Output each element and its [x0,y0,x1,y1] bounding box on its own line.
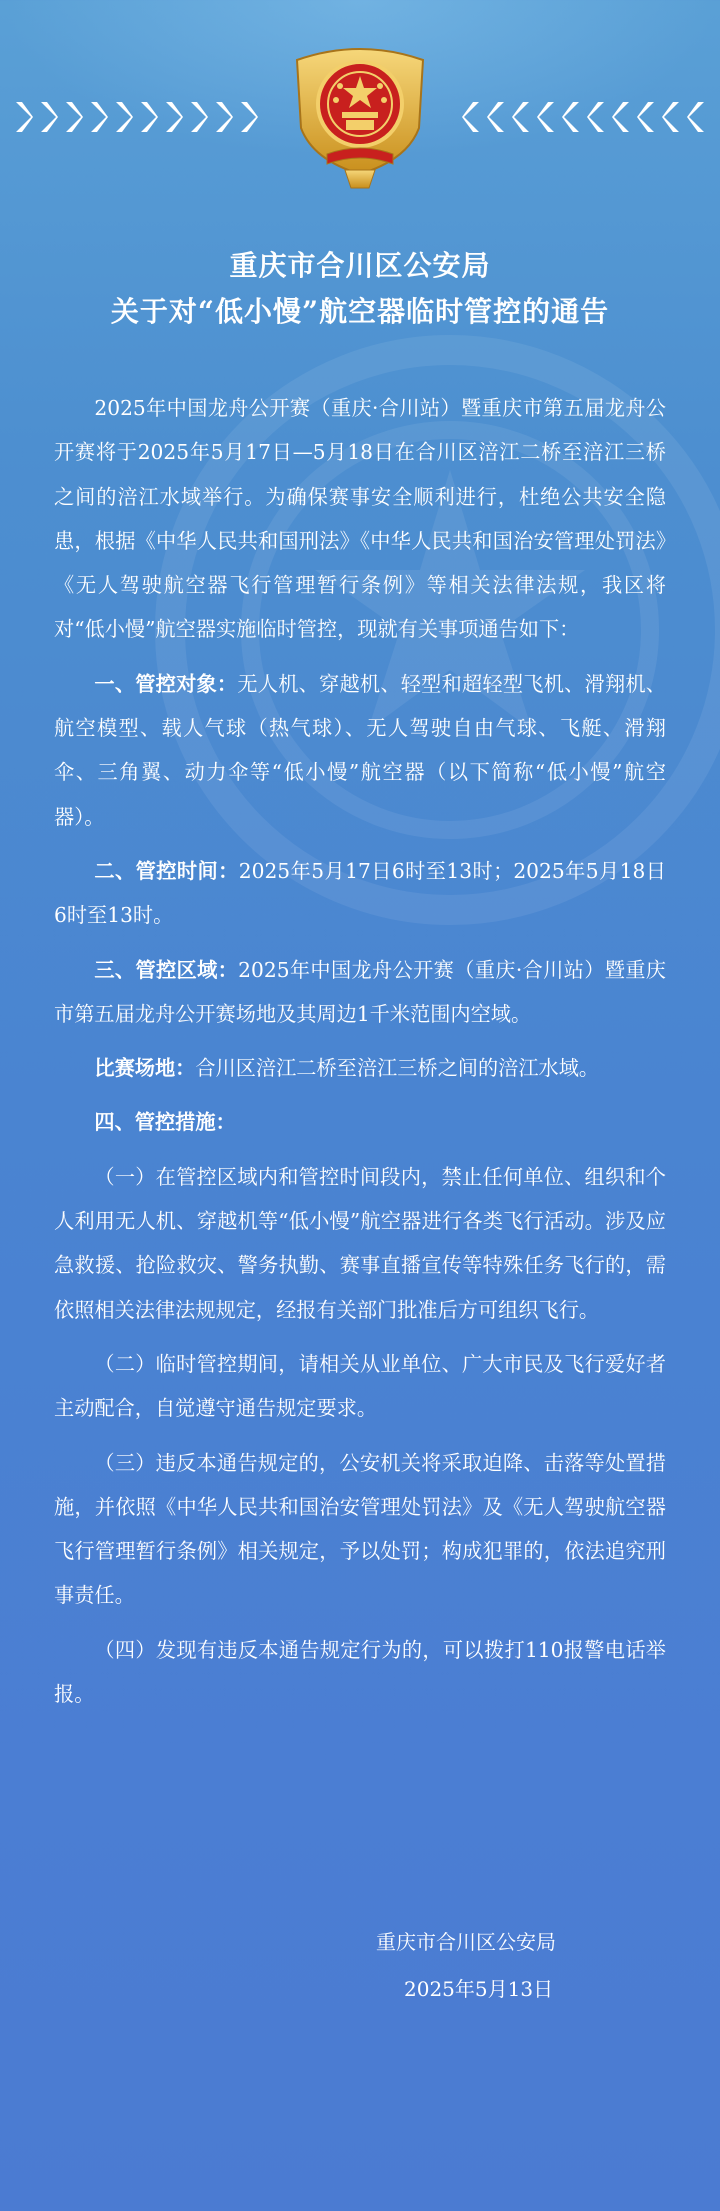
issue-date: 2025年5月13日 [404,1977,554,2001]
right-chevron-decoration [462,100,706,134]
notice-title-line2: 关于对“低小慢”航空器临时管控的通告 [110,295,610,328]
chevron-icon [39,100,58,134]
chevron-icon [637,100,656,134]
section-control-area [54,948,666,1037]
section-text: 2025年中国龙舟公开赛（重庆·合川站）暨重庆市第五届龙舟公开赛场地及其周边1千米范围内空域。 [54,957,666,1026]
chevron-icon [537,100,556,134]
measure-item: （三）违反本通告规定的，公安机关将采取迫降、击落等处置措施，并依照《中华人民共和国治安管理处罚法》及《无人驾驶航空器飞行管理暂行条例》相关规定，予以处罚；构成犯罪的，依法追究刑事责任。 [54,1450,666,1608]
section-measures-heading: 四、管控措施： [94,1110,236,1135]
chevron-icon [462,100,481,134]
chevron-icon [214,100,233,134]
chevron-icon [562,100,581,134]
chevron-icon [687,100,706,134]
section-control-time [54,849,666,938]
section-text: 2025年5月17日6时至13时；2025年5月18日6时至13时。 [54,858,666,928]
chevron-icon [164,100,183,134]
section-text: 无人机、穿越机、轻型和超轻型飞机、滑翔机、航空模型、载人气球（热气球）、无人驾驶自由气球、飞艇、滑翔伞、三角翼、动力伞等“低小慢”航空器（以下简称“低小慢”航空器）。 [54,671,666,829]
chevron-icon [14,100,33,134]
left-chevron-decoration [14,100,258,134]
chevron-icon [114,100,133,134]
section-venue [54,1046,666,1090]
police-emblem-icon [287,42,433,192]
section-heading: 三、管控区域： [94,957,239,982]
chevron-icon [587,100,606,134]
chevron-icon [239,100,258,134]
section-control-objects [54,662,666,839]
chevron-icon [64,100,83,134]
measure-item: （二）临时管控期间，请相关从业单位、广大市民及飞行爱好者主动配合，自觉遵守通告规定要求。 [54,1351,666,1421]
section-heading: 一、管控对象： [94,671,238,696]
notice-body [54,386,666,1716]
chevron-icon [662,100,681,134]
chevron-icon [189,100,208,134]
chevron-icon [139,100,158,134]
chevron-icon [612,100,631,134]
intro-paragraph: 2025年中国龙舟公开赛（重庆·合川站）暨重庆市第五届龙舟公开赛将于2025年5月17日—5月18日在合川区涪江二桥至涪江三桥之间的涪江水域举行。为确保赛事安全顺利进行，杜绝公共安全隐患，根据《中华人民共和国刑法》《中华人民共和国治安管理处罚法》《无人驾驶航空器飞行管理暂行条例》等相关法律法规，我区将对“低小慢”航空器实施临时管控，现就有关事项通告如下： [54,396,666,642]
section-heading: 二、管控时间： [94,858,239,883]
chevron-icon [89,100,108,134]
issuer-signature: 重庆市合川区公安局 [376,1930,556,1954]
chevron-icon [487,100,506,134]
measure-item: （四）发现有违反本通告规定行为的，可以拨打110报警电话举报。 [54,1637,666,1707]
chevron-icon [512,100,531,134]
measure-item: （一）在管控区域内和管控时间段内，禁止任何单位、组织和个人利用无人机、穿越机等“低小慢”航空器进行各类飞行活动。涉及应急救援、抢险救灾、警务执勤、赛事直播宣传等特殊任务飞行的，需依照相关法律法规规定，经报有关部门批准后方可组织飞行。 [54,1164,666,1322]
section-heading: 比赛场地： [94,1056,196,1081]
notice-title-line1: 重庆市合川区公安局 [229,249,491,282]
section-text: 合川区涪江二桥至涪江三桥之间的涪江水域。 [195,1056,600,1081]
